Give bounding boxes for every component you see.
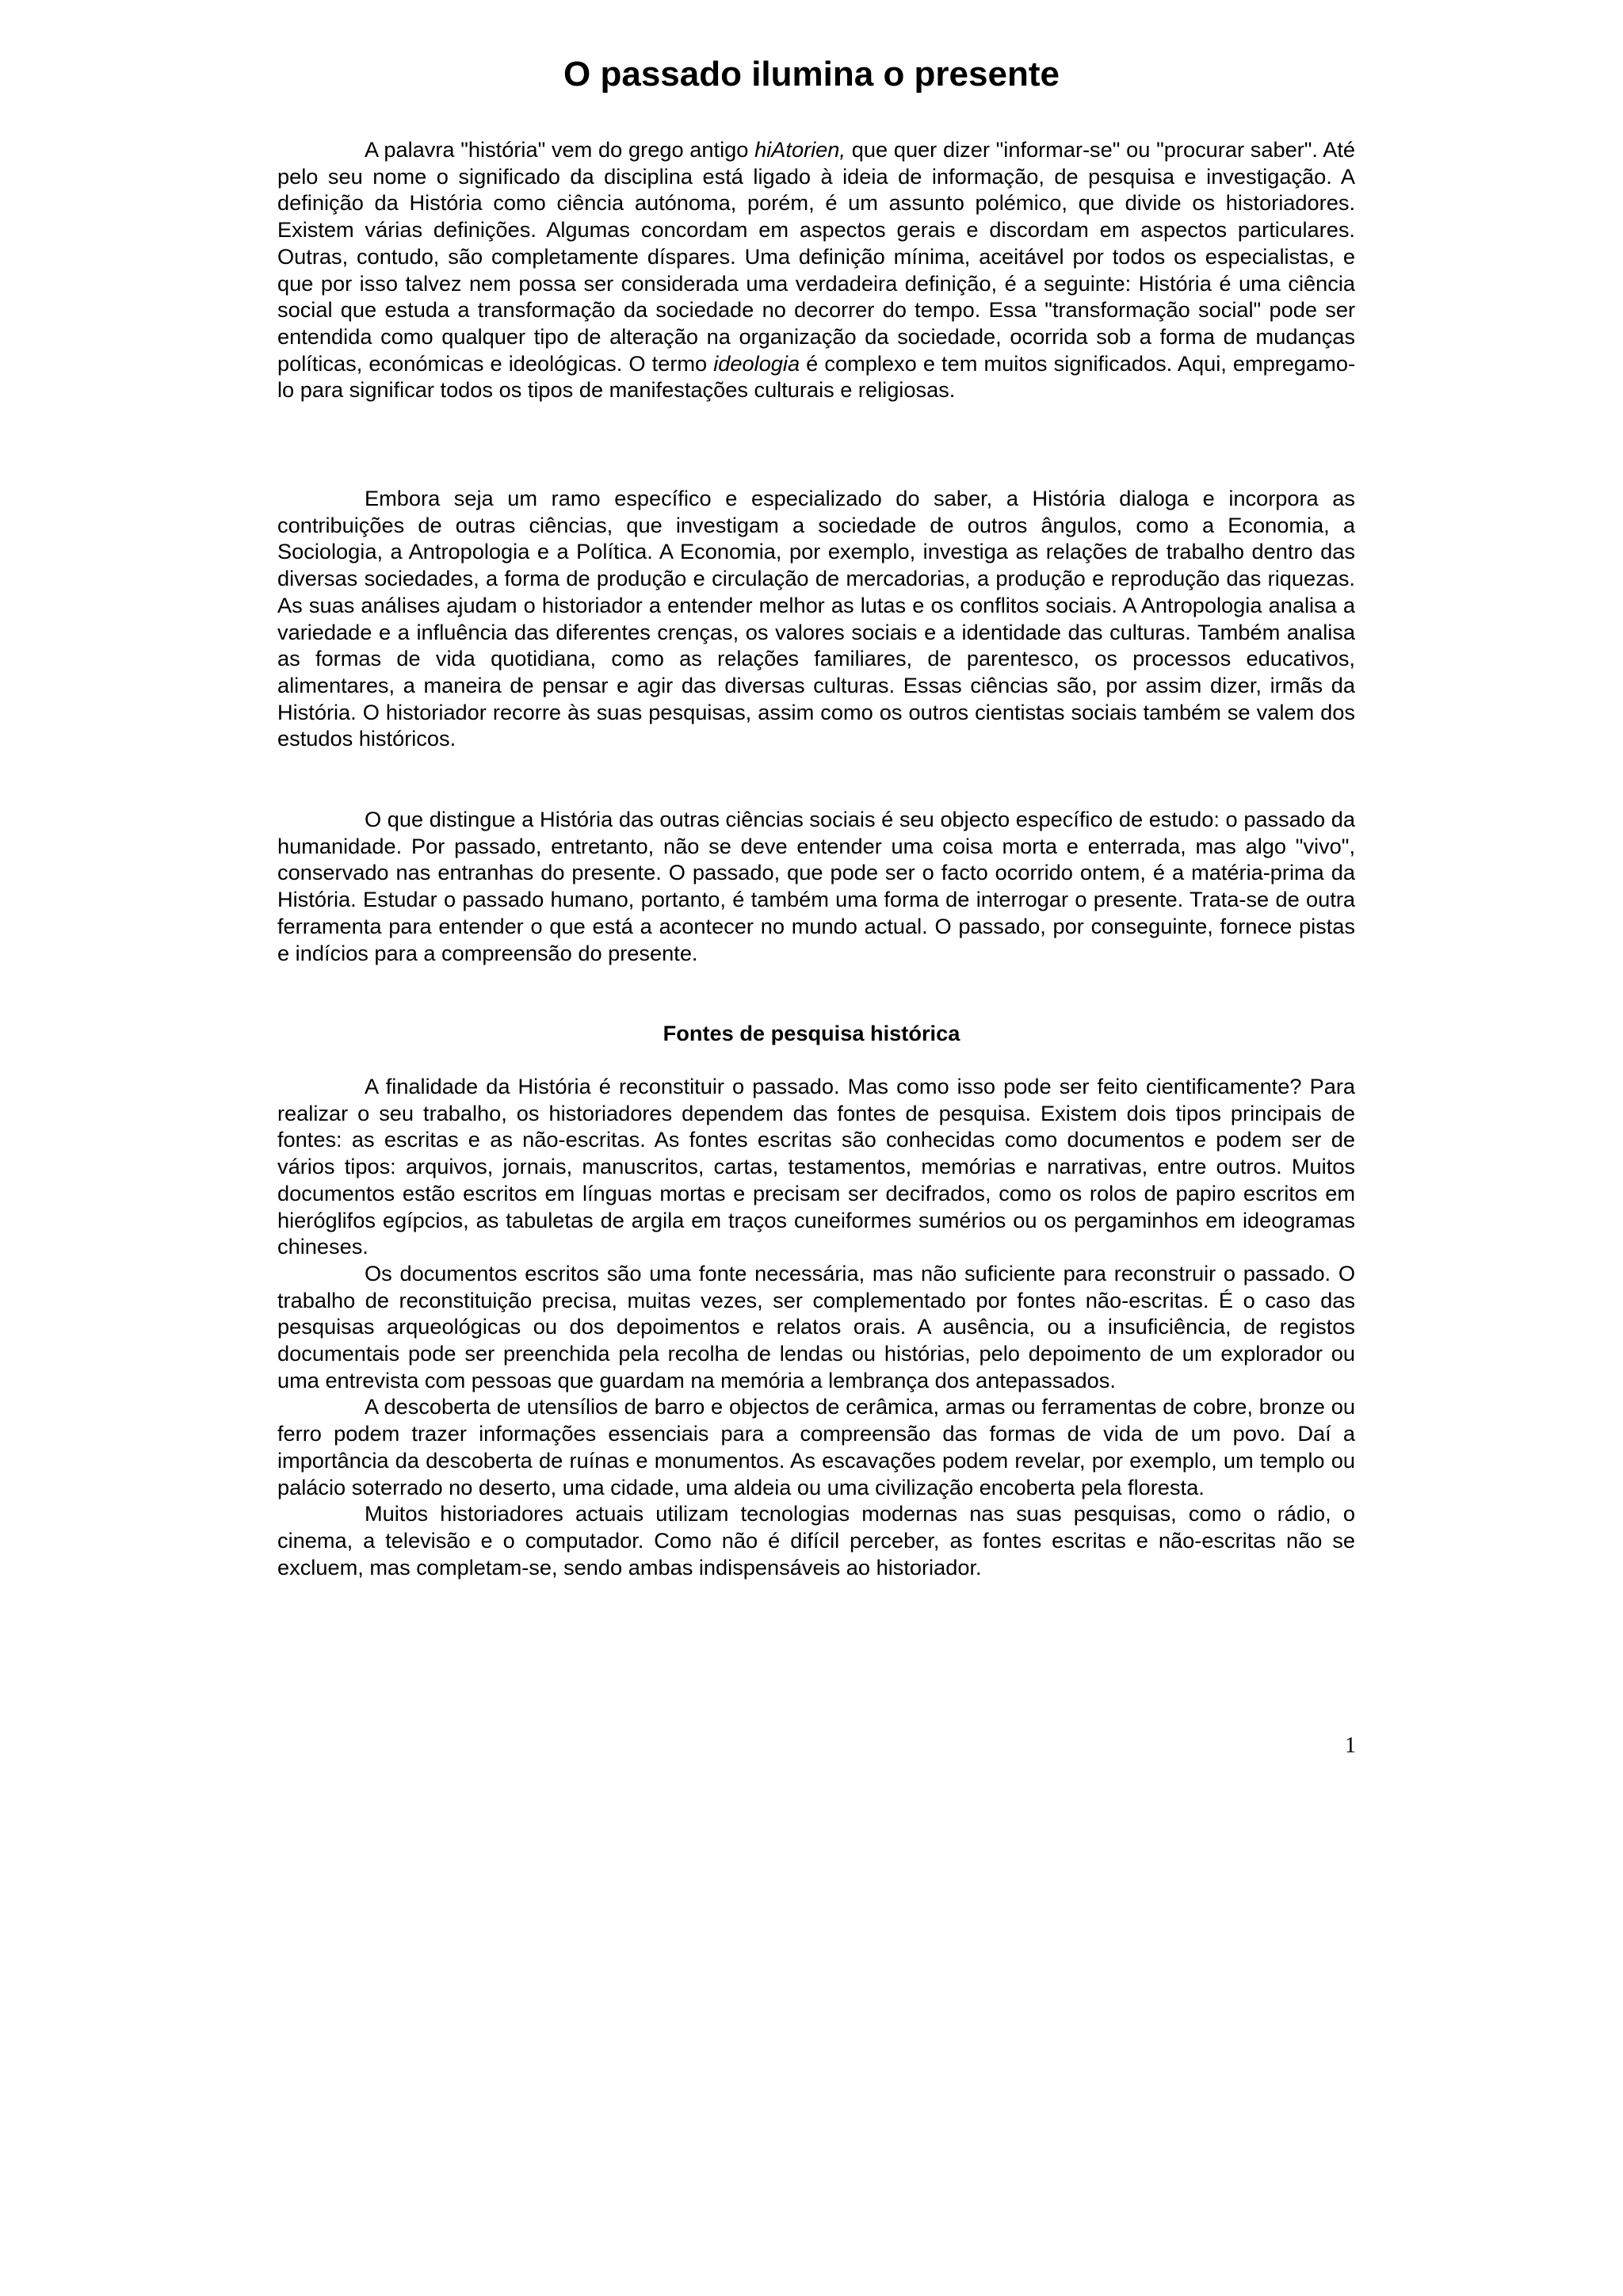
- section-heading: Fontes de pesquisa histórica: [663, 1021, 960, 1045]
- emphasis-text: hiAtorien,: [754, 137, 846, 162]
- page-title: O passado ilumina o presente: [563, 55, 1060, 94]
- paragraph: O que distingue a História das outras ciências sociais é seu objecto específico de estudo: o passado da humanidade. Por passado, entretanto, não se deve entender uma coisa morta e enterrada, mas algo "vivo", conservado nas entranhas do presente. O passado, que pode ser o facto ocorrido ontem, é a matéria-prima da História. Estudar o passado humano, portanto, é também uma forma de interrogar o presente. Trata-se de outra ferramenta para entender o que está a acontecer no mundo actual. O passado, por conseguinte, fornece pistas e indícios para a compreensão do presente.: [277, 807, 1355, 965]
- intro-paragraph-1: [277, 136, 1355, 403]
- paragraph-text: é complexo e tem muitos significados. Aqui, empregamo-lo para significar todos os tipos de manifestações culturais e religiosas.: [277, 350, 1355, 403]
- section-body: [277, 1073, 1355, 1580]
- intro-paragraph-3: [277, 806, 1355, 966]
- paragraph: A descoberta de utensílios de barro e objectos de cerâmica, armas ou ferramentas de cobre, bronze ou ferro podem trazer informações essenciais para a compreensão das formas de vida de um povo. Daí a importância da descoberta de ruínas e monumentos. As escavações podem revelar, por exemplo, um templo ou palácio soterrado no deserto, uma cidade, uma aldeia ou uma civilização encoberta pela floresta.: [277, 1394, 1355, 1499]
- paragraph: Muitos historiadores actuais utilizam tecnologias modernas nas suas pesquisas, como o rádio, o cinema, a televisão e o computador. Como não é difícil perceber, as fontes escritas e não-escritas não se excluem, mas completam-se, sendo ambas indispensáveis ao historiador.: [277, 1501, 1355, 1580]
- paragraph: [277, 136, 1355, 403]
- paragraph: Os documentos escritos são uma fonte necessária, mas não suficiente para reconstruir o passado. O trabalho de reconstituição precisa, muitas vezes, ser complementado por fontes não-escritas. É o caso das pesquisas arqueológicas ou dos depoimentos e relatos orais. A ausência, ou a insuficiência, de registos documentais pode ser preenchida pela recolha de lendas ou histórias, pelo depoimento de um explorador ou uma entrevista com pessoas que guardam na memória a lembrança dos antepassados.: [277, 1260, 1355, 1392]
- paragraph-text: que quer dizer "informar-se" ou "procurar saber". Até pelo seu nome o significado da disciplina está ligado à ideia de informação, de pesquisa e investigação. A definição da História como ciência autónoma, porém, é um assunto polémico, que divide os historiadores. Existem várias definições. Algumas concordam em aspectos gerais e discordam em aspectos particulares. Outras, contudo, são completamente díspares. Uma definição mínima, aceitável por todos os especialistas, e que por isso talvez nem possa ser considerada uma verdadeira definição, é a seguinte: História é uma ciência social que estuda a transformação da sociedade no decorrer do tempo. Essa "transformação social" pode ser entendida como qualquer tipo de alteração na organização da sociedade, ocorrida sob a forma de mudanças políticas, económicas e ideológicas. O termo: [277, 137, 1356, 376]
- paragraph: Embora seja um ramo específico e especializado do saber, a História dialoga e incorpora as contribuições de outras ciências, que investigam a sociedade de outros ângulos, como a Economia, a Sociologia, a Antropologia e a Política. A Economia, por exemplo, investiga as relações de trabalho dentro das diversas sociedades, a forma de produção e circulação de mercadorias, a produção e reprodução das riquezas. As suas análises ajudam o historiador a entender melhor as lutas e os conflitos sociais. A Antropologia analisa a variedade e a influência das diferentes crenças, os valores sociais e a identidade das culturas. Também analisa as formas de vida quotidiana, como as relações familiares, de parentesco, os processos educativos, alimentares, a maneira de pensar e agir das diversas culturas. Essas ciências são, por assim dizer, irmãs da História. O historiador recorre às suas pesquisas, assim como os outros cientistas sociais também se valem dos estudos históricos.: [277, 486, 1355, 751]
- intro-paragraph-2: [277, 485, 1355, 752]
- page-number: 1: [1345, 1733, 1356, 1758]
- emphasis-text: ideologia: [713, 350, 800, 376]
- paragraph: A finalidade da História é reconstituir o passado. Mas como isso pode ser feito cientificamente? Para realizar o seu trabalho, os historiadores dependem das fontes de pesquisa. Existem dois tipos principais de fontes: as escritas e as não-escritas. As fontes escritas são conhecidas como documentos e podem ser de vários tipos: arquivos, jornais, manuscritos, cartas, testamentos, memórias e narrativas, entre outros. Muitos documentos estão escritos em línguas mortas e precisam ser decifrados, como os rolos de papiro escritos em hieróglifos egípcios, as tabuletas de argila em traços cuneiformes sumérios ou os pergaminhos em ideogramas chineses.: [277, 1074, 1355, 1259]
- paragraph-text: A palavra "história" vem do grego antigo: [365, 137, 755, 162]
